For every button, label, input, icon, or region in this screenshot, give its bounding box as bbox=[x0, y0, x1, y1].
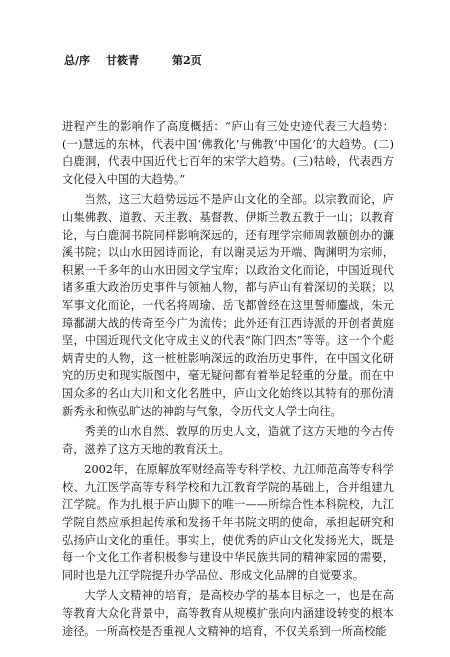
paragraph-humanistic-spirit: 大学人文精神的培育，是高校办学的基本目标之一，也是在高等教育大众化背景中，高等教育从规模扩张向内涵建设转变的根本途径。一所高校是否重视人文精神的培育，不仅关系到一所高校能 bbox=[62, 589, 394, 638]
body-text bbox=[62, 118, 394, 640]
paragraph-jiujiang-university: 2002年，在原解放军财经高等专科学校、九江师范高等专科学校、九江医学高等专科学校和九江教育学院的基础上，合并组建九江学院。作为扎根于庐山脚下的唯一——所综合性本科院校，九江学院自然应承担起传承和发扬千年书院文明的使命，承担起研究和弘扬庐山文化的重任。事实上，使优秀的庐山文化发扬光大，既是每一个文化工作者积极参与建设中华民族共同的精神家园的需要，同时也是九江学院提升办学品位、形成文化品牌的自觉要求。 bbox=[62, 463, 394, 582]
header-section: 总/序 bbox=[64, 54, 91, 67]
running-header bbox=[64, 52, 202, 68]
paragraph-lushan-culture: 当然，这三大趋势远远不是庐山文化的全部。以宗教而论，庐山集佛教、道教、天主教、基督教、伊斯兰教五教于一山；以教育论，与白鹿洞书院同样影响深远的，还有理学宗师周敦颐创办的濂溪书院；以山水田园诗而论，有以谢灵运为开端、陶渊明为宗师，积累一千多年的山水田园文学宝库；以政治文化而论，中国近现代诸多重大政治历史事件与领袖人物，都与庐山有着深切的关联；以军事文化而论，一代名将周瑜、岳飞都曾经在这里誓师鏖战，朱元璋鄱湖大战的传奇至今广为流传；此外还有江西诗派的开创者黄庭坚，中国近现代文化守成主义的代表“陈门四杰”等等。这一个个彪炳青史的人物，这一桩桩影响深远的政治历史事件，在中国文化研究的历史和现实版图中，毫无疑问都有着举足轻重的分量。而在中国众多的名山大川和文化名胜中，庐山文化始终以其特有的那份清新秀永和恢弘旷达的神韵与气象，令历代文人学士向往。 bbox=[62, 193, 394, 418]
header-author: 甘筱青 bbox=[106, 54, 139, 67]
paragraph-continued: 进程产生的影响作了高度概括：“庐山有三处史迹代表三大趋势：(一)慧远的东林，代表中国‘佛教化’与佛教‘中国化’的大趋势。(二)白鹿洞，代表中国近代七百年的宋学大趋势。(三)牯岭，代表西方文化侵入中国的大趋势。” bbox=[62, 120, 394, 186]
header-page-number: 第2页 bbox=[172, 54, 202, 67]
paragraph-education-soil: 秀美的山水自然、敦厚的历史人文，造就了这方天地的今古传奇，滋养了这方天地的教育沃土。 bbox=[62, 425, 394, 456]
